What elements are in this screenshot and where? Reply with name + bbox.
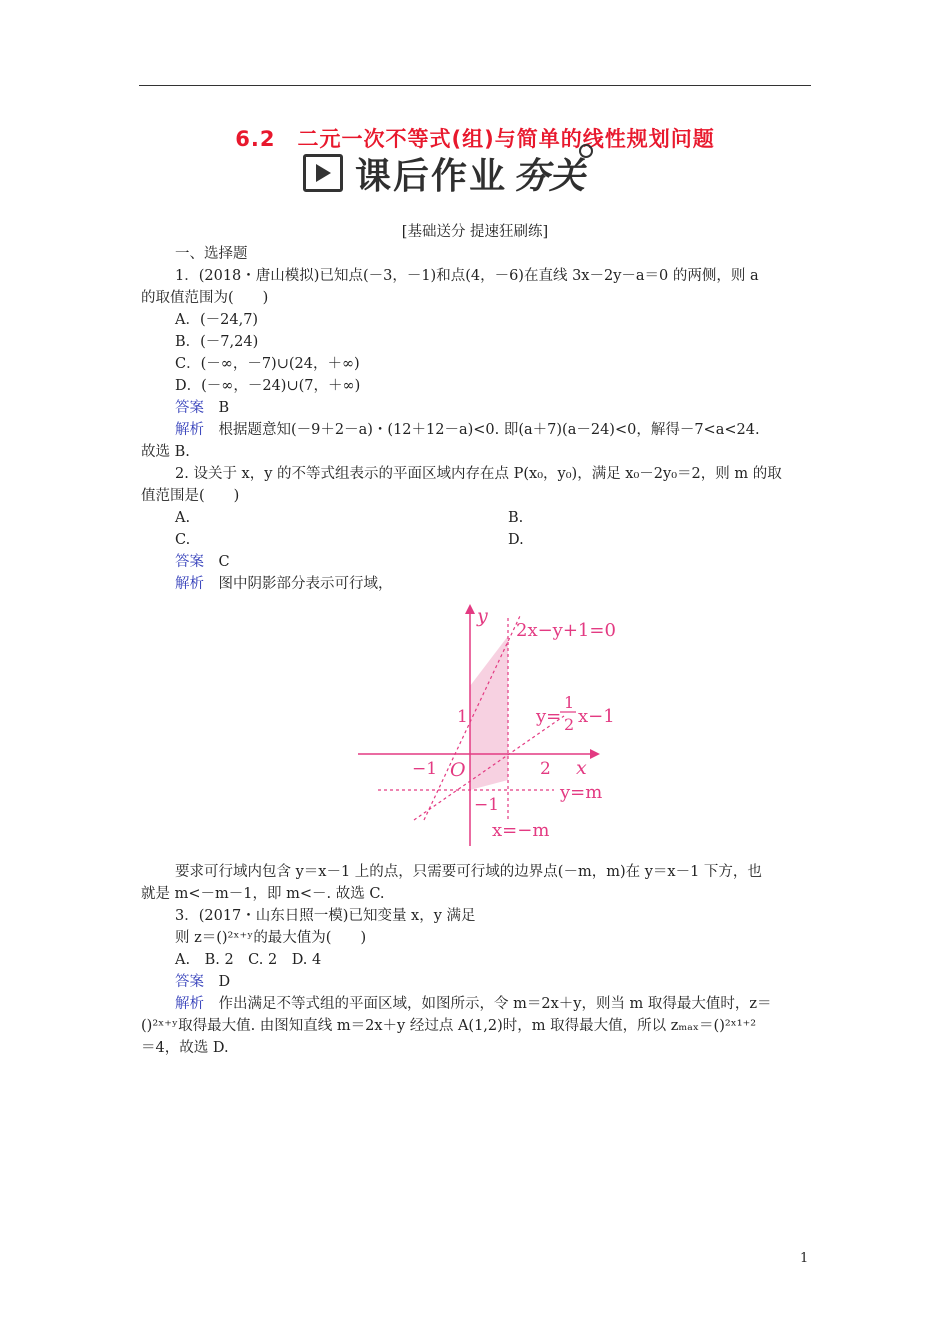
q2-analysis: 解析 图中阴影部分表示可行域，	[175, 576, 393, 592]
q3-stem-line1: 3．(2017・山东日照一模)已知变量 x，y 满足	[175, 908, 476, 924]
line2-label-num: 1	[564, 693, 575, 712]
q2-option-d: D.	[508, 532, 524, 548]
feasible-region-figure	[354, 596, 626, 852]
q1-analysis-line1: 解析 根据题意知(－9＋2－a)・(12＋12－a)<0. 即(a＋7)(a－24)<0，解得－7<a<24.	[175, 422, 760, 438]
line1-label: 2x−y+1=0	[516, 620, 616, 641]
tick-x-neg1: −1	[412, 759, 438, 779]
tick-x-2: 2	[540, 759, 551, 779]
line4-label: x=−m	[492, 820, 550, 841]
q1-option-b: B．(－7,24)	[175, 334, 259, 350]
line2-label-den: 2	[564, 715, 575, 734]
banner-text: 课后作业	[355, 155, 508, 197]
homework-banner	[303, 150, 585, 196]
brand-logo: 夯关	[513, 148, 585, 199]
q1-stem-line1: 1．(2018・唐山模拟)已知点(－3，－1)和点(4，－6)在直线 3x－2y－a＝0 的两侧，则 a	[175, 268, 759, 284]
q2-option-c: C.	[175, 532, 191, 548]
page-title: 6.2 二元一次不等式(组)与简单的线性规划问题	[235, 127, 715, 151]
tick-y-neg1: −1	[474, 795, 500, 815]
line2-label-left: y=	[536, 706, 562, 727]
q2-after-line2: 就是 m<－m－1，即 m<－. 故选 C.	[141, 886, 385, 902]
q1-option-a: A．(－24,7)	[175, 312, 259, 328]
section-subtitle: [基础送分 提速狂刷练]	[401, 224, 549, 240]
q3-stem-line2: 则 z＝()²ˣ⁺ʸ的最大值为( )	[175, 930, 367, 946]
q3-analysis-line2: ()²ˣ⁺ʸ取得最大值. 由图知直线 m＝2x＋y 经过点 A(1,2)时，m 取得最大值，所以 zₘₐₓ＝()²ˣ¹⁺²	[141, 1018, 757, 1034]
y-axis-label: y	[477, 605, 488, 627]
line2-label-right: x−1	[578, 706, 615, 727]
q1-analysis-line2: 故选 B.	[141, 444, 190, 460]
q3-analysis-line1: 解析 作出满足不等式组的平面区域，如图所示，令 m＝2x＋y，则当 m 取得最大值时，z＝	[175, 996, 772, 1012]
section-heading: 一、选择题	[175, 246, 248, 262]
page-number: 1	[800, 1251, 809, 1266]
q1-option-c: C．(－∞，－7)∪(24，＋∞)	[175, 356, 360, 372]
q3-answer: 答案 D	[175, 974, 231, 990]
play-icon	[303, 154, 343, 192]
q2-after-line1: 要求可行域内包含 y＝x－1 上的点，只需要可行域的边界点(－m，m)在 y＝x－1 下方，也	[175, 864, 762, 880]
header-rule	[139, 85, 811, 86]
q1-answer: 答案 B	[175, 400, 230, 416]
q1-option-d: D．(－∞，－24)∪(7，＋∞)	[175, 378, 361, 394]
tick-y-1: 1	[457, 707, 468, 727]
q2-answer: 答案 C	[175, 554, 230, 570]
q3-analysis-line3: ＝4，故选 D.	[141, 1040, 229, 1056]
q2-option-a: A.	[175, 510, 191, 526]
brand-ring-icon	[579, 144, 593, 158]
q1-stem-line2: 的取值范围为( )	[141, 290, 269, 306]
line3-label: y=m	[560, 782, 603, 803]
q2-stem-line2: 值范围是( )	[141, 488, 240, 504]
q2-option-b: B.	[508, 510, 524, 526]
q2-stem-line1: 2. 设关于 x，y 的不等式组表示的平面区域内存在点 P(x₀，y₀)，满足 x₀－2y₀＝2，则 m 的取	[175, 466, 782, 482]
origin-label: O	[450, 759, 466, 781]
feasible-region-shade	[470, 636, 508, 790]
x-axis-label: x	[576, 757, 587, 779]
q3-options: A. B. 2 C. 2 D. 4	[175, 952, 322, 968]
